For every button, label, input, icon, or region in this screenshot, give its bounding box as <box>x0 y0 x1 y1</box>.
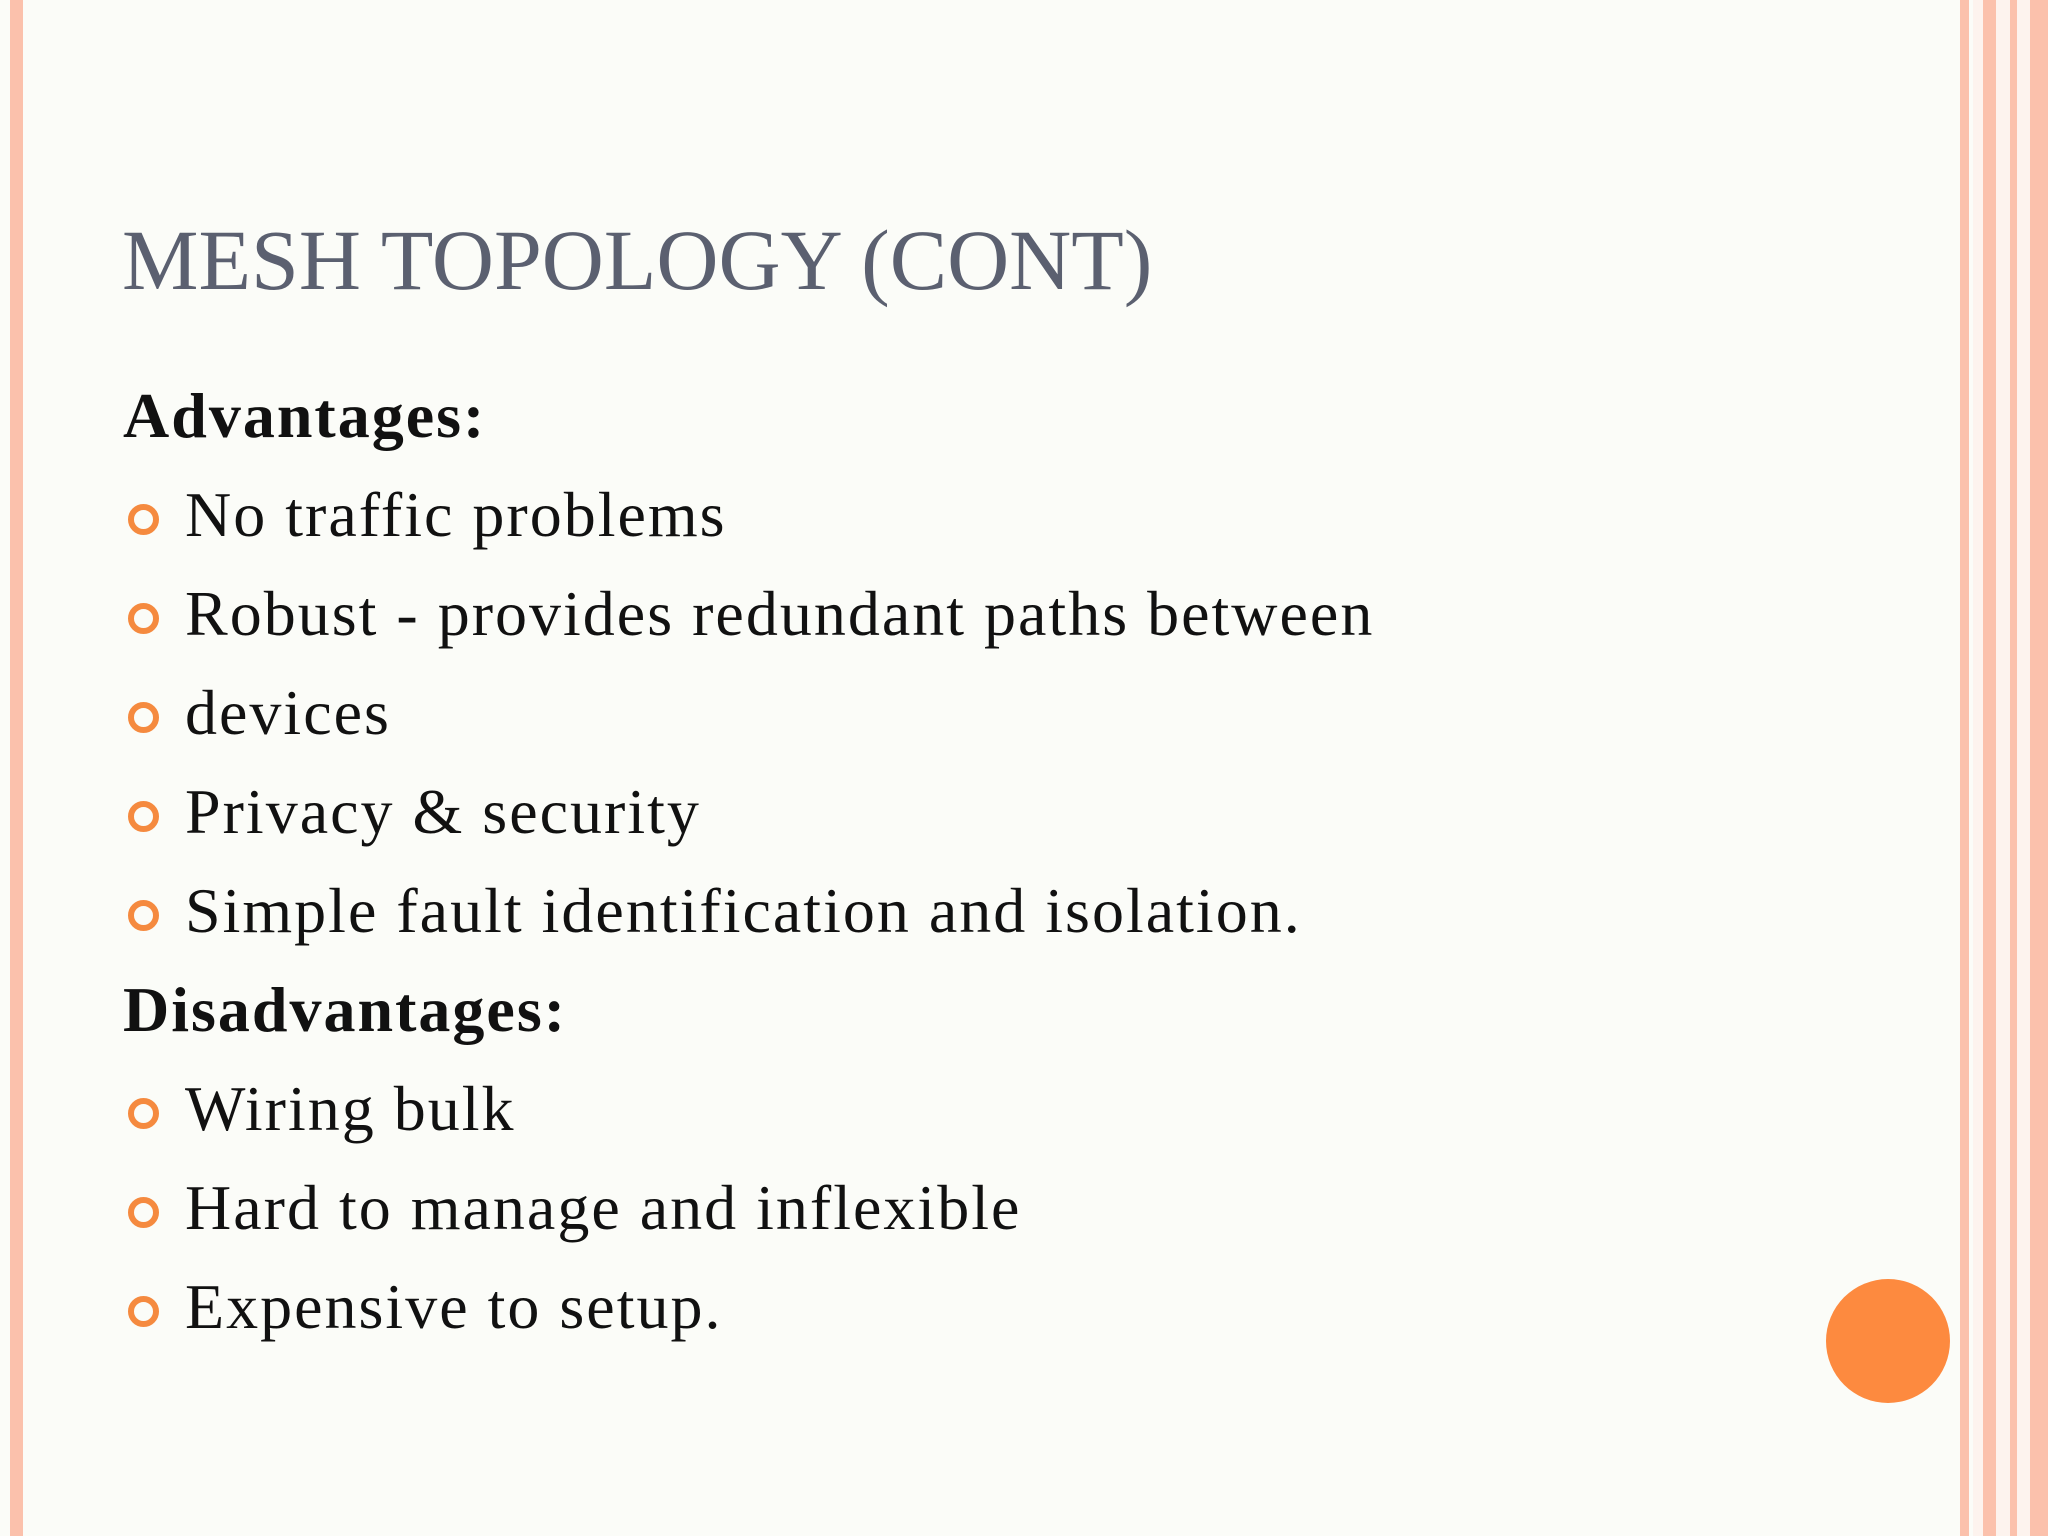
slide-title: MESH TOPOLOGY (CONT) <box>122 212 1153 308</box>
list-item <box>123 1257 1923 1356</box>
orange-circle-icon <box>1826 1279 1950 1403</box>
right-border-stripe <box>1983 0 1996 1536</box>
ring-bullet-icon <box>128 702 159 733</box>
section-heading-advantages: Advantages: <box>123 380 487 451</box>
list-item-text: No traffic problems <box>185 479 727 550</box>
list-item <box>123 663 1923 762</box>
list-item-text: Privacy & security <box>185 776 701 847</box>
list-item-text: Robust - provides redundant paths between <box>185 578 1375 649</box>
ring-bullet-icon <box>128 1197 159 1228</box>
right-border-stripe <box>2010 0 2017 1536</box>
list-item-text: Expensive to setup. <box>185 1271 723 1342</box>
list-item-text: Hard to manage and inflexible <box>185 1172 1022 1243</box>
ring-bullet-icon <box>128 1296 159 1327</box>
list-item-text: devices <box>185 677 391 748</box>
section-heading-disadvantages: Disadvantages: <box>123 974 568 1045</box>
ring-bullet-icon <box>128 801 159 832</box>
list-item <box>123 465 1923 564</box>
list-item <box>123 1158 1923 1257</box>
list-item <box>123 564 1923 663</box>
ring-bullet-icon <box>128 504 159 535</box>
ring-bullet-icon <box>128 900 159 931</box>
left-border-bar <box>10 0 23 1536</box>
slide-content <box>123 366 1923 1356</box>
right-border-stripe <box>1960 0 1969 1536</box>
list-item <box>123 1059 1923 1158</box>
list-item-text: Wiring bulk <box>185 1073 516 1144</box>
ring-bullet-icon <box>128 603 159 634</box>
list-item <box>123 861 1923 960</box>
right-border-stripe <box>2030 0 2048 1536</box>
list-item <box>123 762 1923 861</box>
ring-bullet-icon <box>128 1098 159 1129</box>
list-item-text: Simple fault identification and isolation. <box>185 875 1302 946</box>
